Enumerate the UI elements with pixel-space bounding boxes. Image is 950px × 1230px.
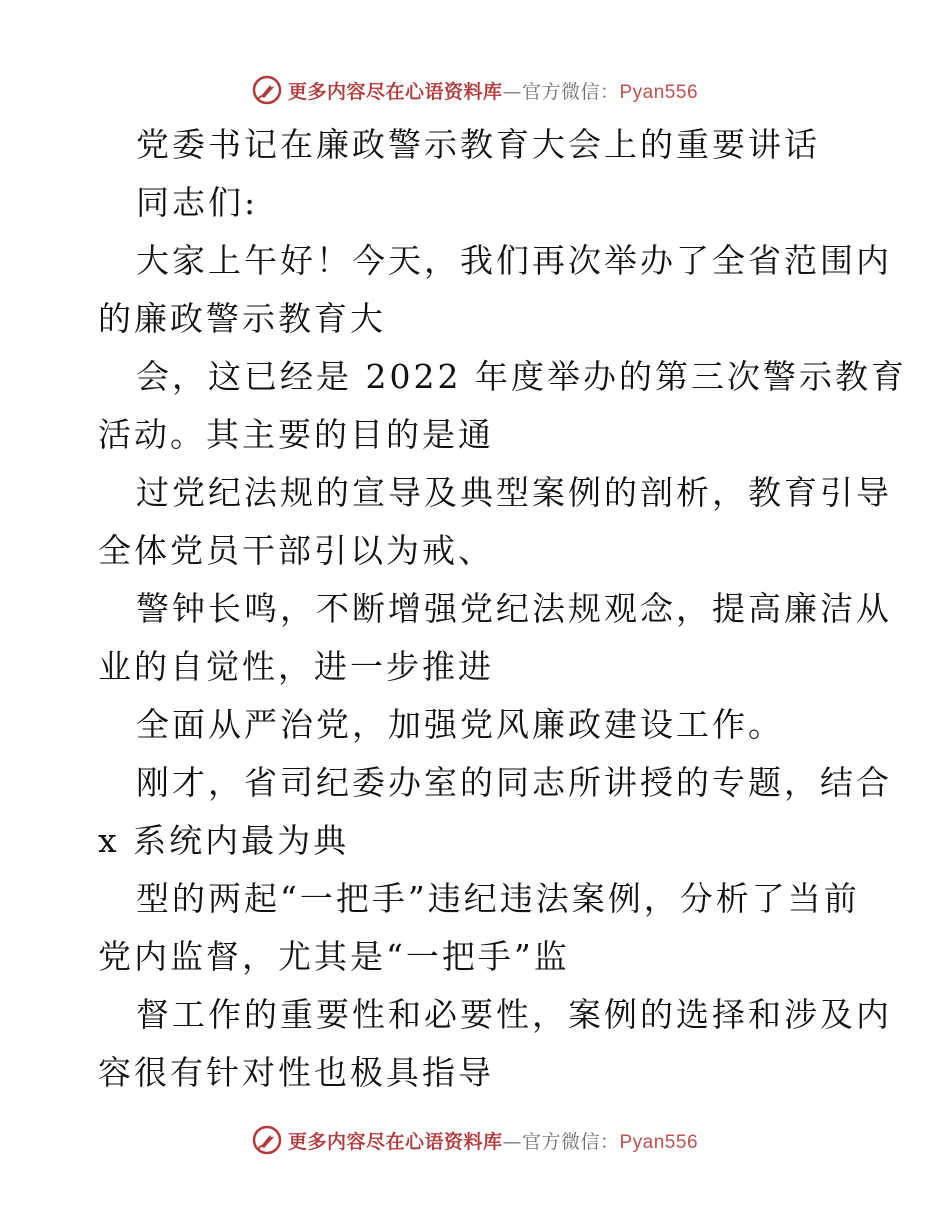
footer-banner xyxy=(0,1118,950,1162)
header-banner-text xyxy=(288,77,698,104)
document-title: 党委书记在廉政警示教育大会上的重要讲话 xyxy=(136,125,820,164)
text-line: 活动。其主要的目的是通 xyxy=(98,415,494,454)
banner-main-text: 更多内容尽在心语资料库 xyxy=(287,1130,503,1153)
salutation: 同志们: xyxy=(136,183,259,222)
header-banner xyxy=(0,68,950,112)
pen-nib-circle-icon xyxy=(252,1125,282,1155)
text-line: x 系统内最为典 xyxy=(98,821,350,860)
banner-separator: — xyxy=(502,80,522,103)
text-line: 大家上午好！今天，我们再次举办了全省范围内 xyxy=(136,241,892,280)
banner-wechat-id: Pyan556 xyxy=(619,1131,699,1153)
text-line: 警钟长鸣，不断增强党纪法规观念，提高廉洁从 xyxy=(136,589,892,628)
text-line: 业的自觉性，进一步推进 xyxy=(98,647,494,686)
banner-separator: — xyxy=(502,1130,522,1153)
pen-nib-circle-icon xyxy=(252,75,282,105)
banner-label: 官方微信： xyxy=(521,1130,620,1153)
document-body xyxy=(98,116,907,1102)
banner-label: 官方微信： xyxy=(521,80,620,103)
text-line: 容很有针对性也极具指导 xyxy=(98,1053,494,1092)
text-line: 党内监督，尤其是“一把手”监 xyxy=(98,937,570,976)
text-line: 督工作的重要性和必要性，案例的选择和涉及内 xyxy=(136,995,892,1034)
text-line: 全体党员干部引以为戒、 xyxy=(98,531,494,570)
text-line: 全面从严治党，加强党风廉政建设工作。 xyxy=(136,705,784,744)
text-line: 过党纪法规的宣导及典型案例的剖析，教育引导 xyxy=(136,473,892,512)
text-line: 的廉政警示教育大 xyxy=(98,299,386,338)
footer-banner-text xyxy=(288,1127,698,1154)
banner-main-text: 更多内容尽在心语资料库 xyxy=(287,80,503,103)
banner-wechat-id: Pyan556 xyxy=(619,81,699,103)
text-line: 会，这已经是 2022 年度举办的第三次警示教育 xyxy=(136,357,907,396)
text-line: 刚才，省司纪委办室的同志所讲授的专题，结合 xyxy=(136,763,892,802)
text-line: 型的两起“一把手”违纪违法案例，分析了当前 xyxy=(136,879,860,918)
